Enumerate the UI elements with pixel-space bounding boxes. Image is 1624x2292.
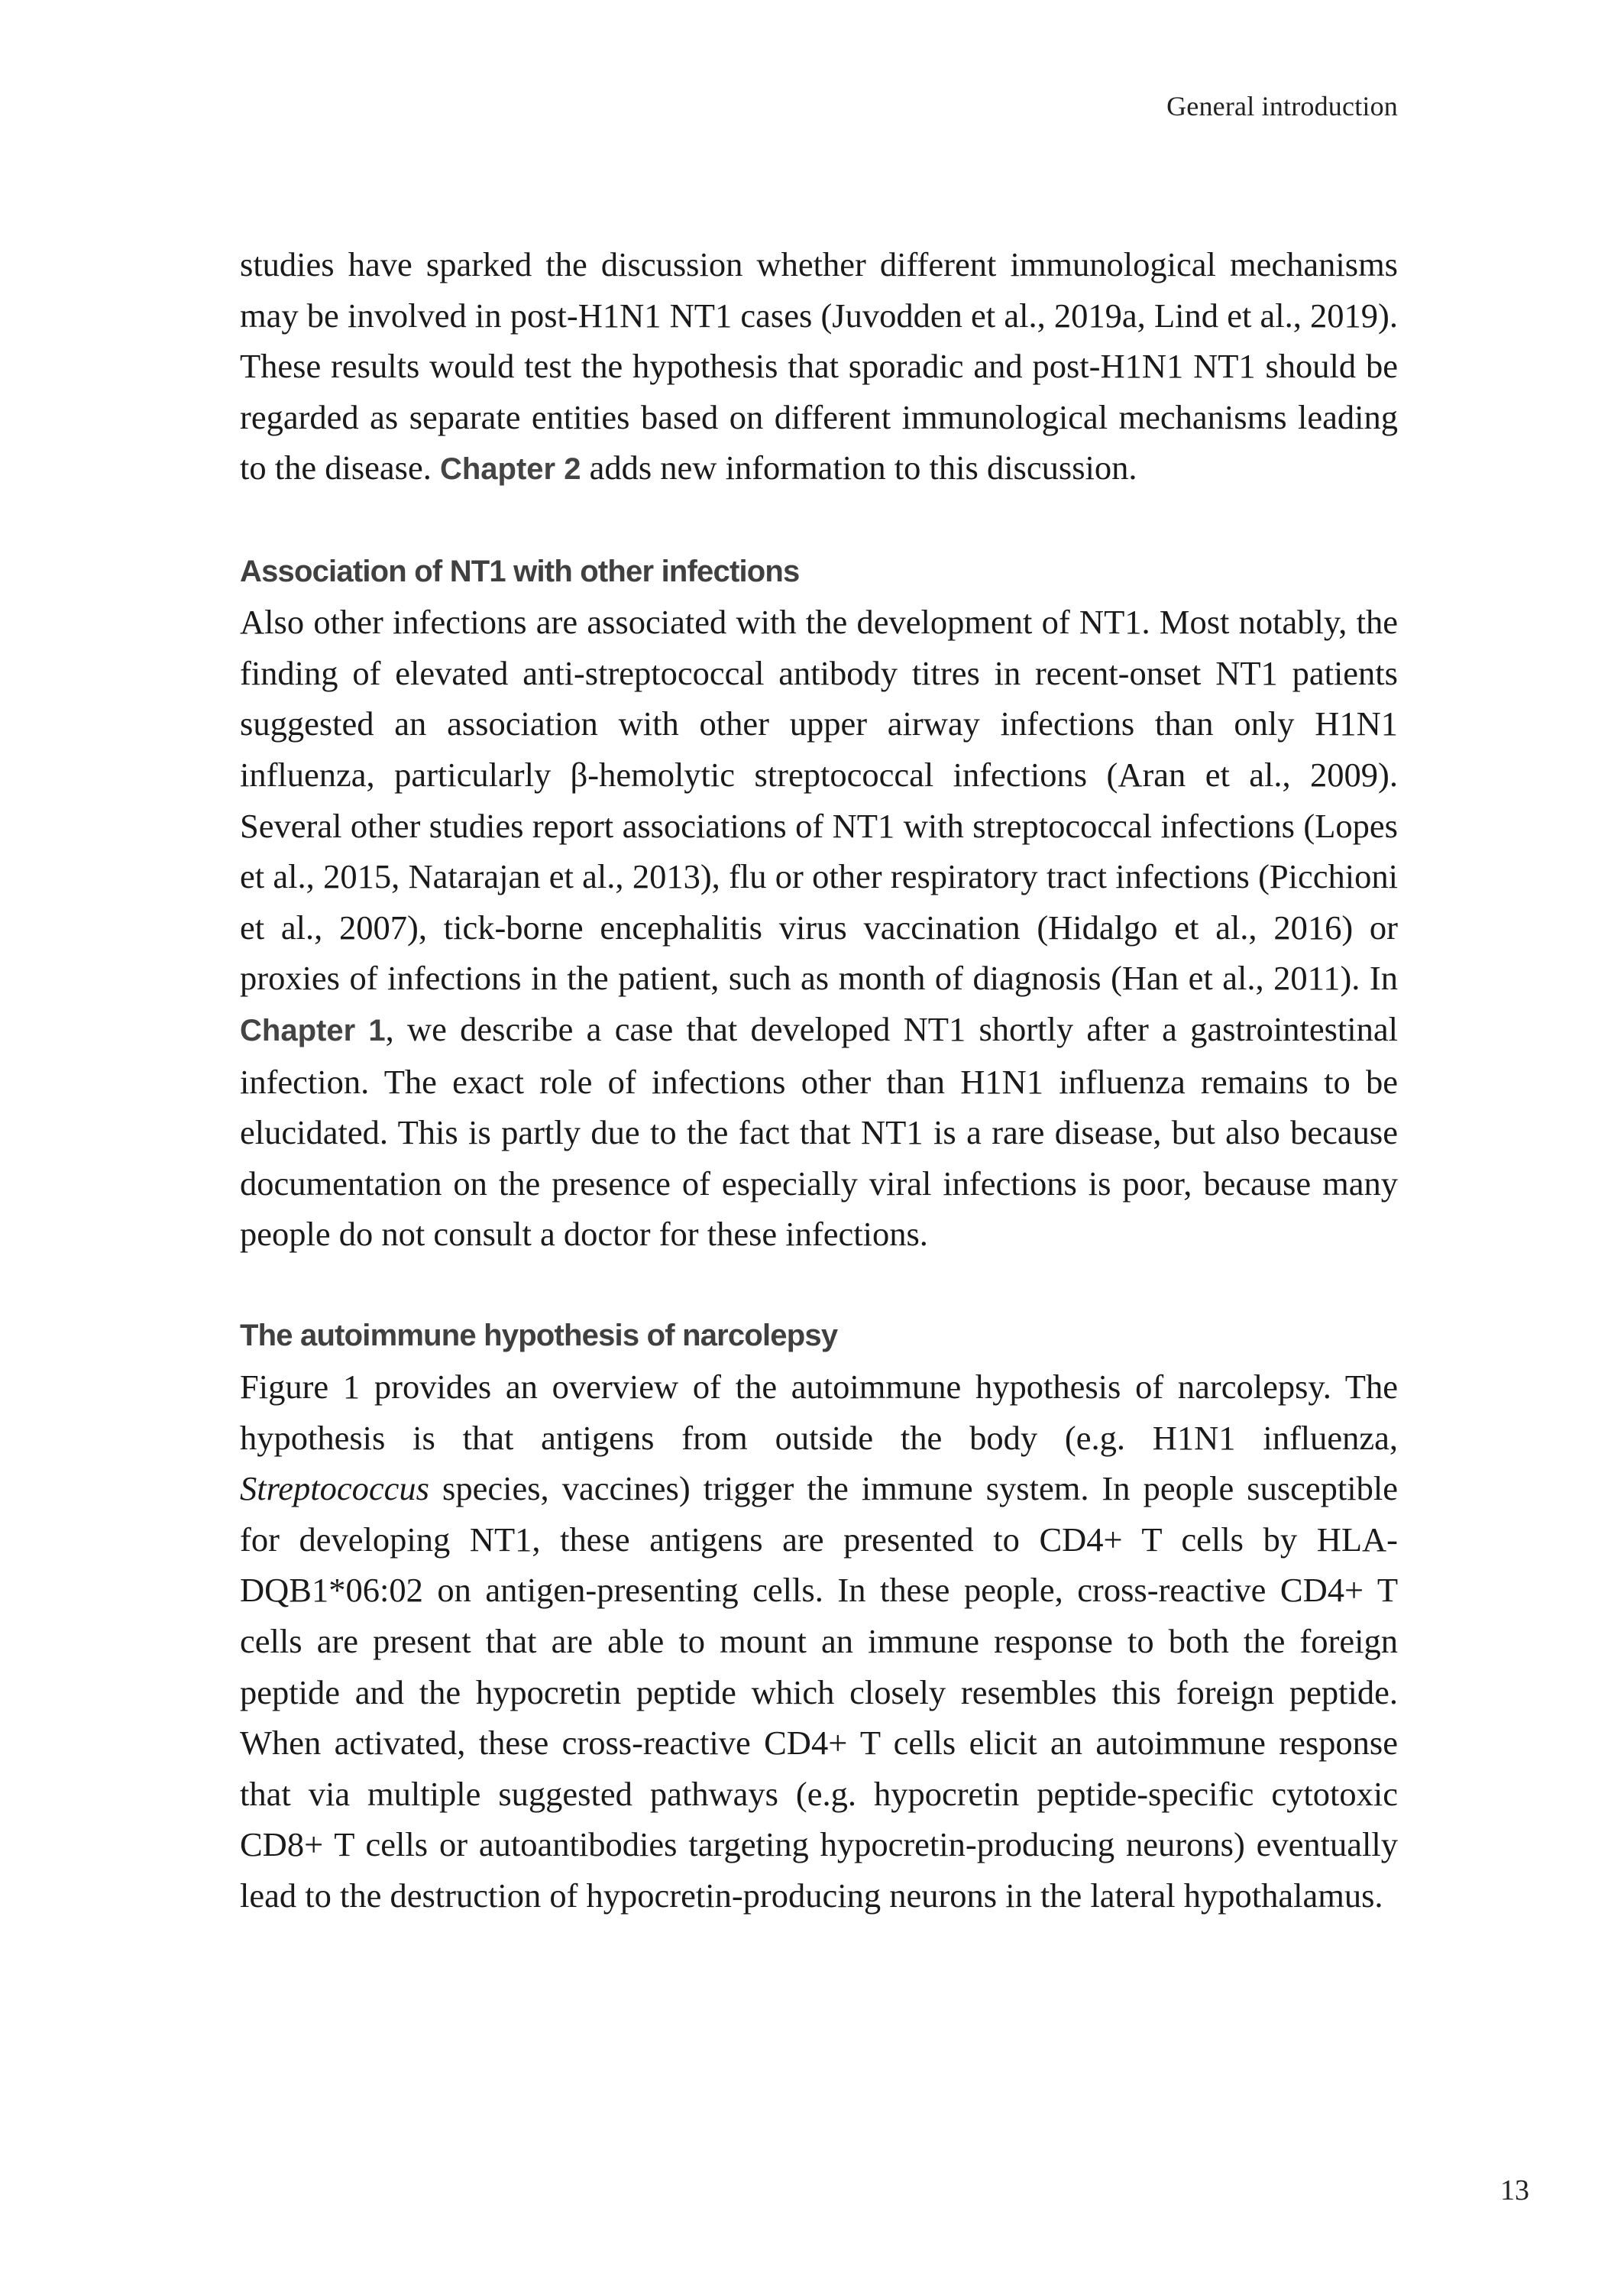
infections-text-2: , we describe a case that developed NT1 shortly after a gastrointestinal infection. The exact role of infections other than H1N1 influenza remains to be elucidated. This is partly due to the fact that NT1 is a rare disease, but also because documentation on the presence of especially viral infections is poor, because many people do not consult a doctor for these infections.: [240, 1009, 1399, 1254]
section-spacer: [240, 495, 1398, 546]
section-heading-autoimmune: The autoimmune hypothesis of narcolepsy: [240, 1319, 838, 1353]
intro-text-2: adds new information to this discussion.: [581, 448, 1137, 487]
page-body: [240, 239, 1398, 1921]
page-number: 13: [1500, 2174, 1529, 2206]
chapter-1-reference: Chapter 1: [240, 1013, 386, 1047]
autoimmune-text-2: species, vaccines) trigger the immune system. In people susceptible for developing NT1, these antigens are presented to CD4+ T cells by HLA-DQB1*06:02 on antigen-presenting cells. In these people, cross-reactive CD4+ T cells are present that are able to mount an immune response to both the foreign peptide and the hypocretin peptide which closely resembles this foreign peptide. When activated, these cross-reactive CD4+ T cells elicit an autoimmune response that via multiple suggested pathways (e.g. hypocretin peptide-specific cytotoxic CD8+ T cells or autoantibodies targeting hypocretin-producing neurons) eventually lead to the destruction of hypocretin-producing neurons in the lateral hypothalamus.: [240, 1469, 1398, 1915]
running-header: General introduction: [1166, 91, 1398, 121]
intro-paragraph: [240, 239, 1398, 495]
infections-text-1: Also other infections are associated with the development of NT1. Most notably, the finding of elevated anti-streptococcal antibody titres in recent-onset NT1 patients suggested an association with other upper airway infections than only H1N1 influenza, particularly β-hemolytic streptococcal infections (Aran et al., 2009). Several other studies report associations of NT1 with streptococcal infections (Lopes et al., 2015, Natarajan et al., 2013), flu or other respiratory tract infections (Picchioni et al., 2007), tick-borne encephalitis virus vaccination (Hidalgo et al., 2016) or proxies of infections in the patient, such as month of diagnosis (Han et al., 2011). In: [240, 603, 1398, 998]
autoimmune-paragraph: [240, 1361, 1398, 1921]
chapter-2-reference: Chapter 2: [439, 452, 581, 487]
section-heading-infections: Association of NT1 with other infections: [240, 554, 800, 588]
intro-text-1: studies have sparked the discussion whether different immunological mechanisms may be involved in post-H1N1 NT1 cases (Juvodden et al., 2019a, Lind et al., 2019). These results would test the hypothesis that sporadic and post-H1N1 NT1 should be regarded as separate entities based on different immunological mechanisms leading to the disease.: [240, 245, 1398, 487]
section-spacer: [240, 1260, 1398, 1311]
infections-paragraph: [240, 597, 1398, 1260]
streptococcus-term: Streptococcus: [240, 1469, 429, 1508]
autoimmune-text-1: Figure 1 provides an overview of the autoimmune hypothesis of narcolepsy. The hypothesis is that antigens from outside the body (e.g. H1N1 influenza,: [240, 1368, 1398, 1457]
